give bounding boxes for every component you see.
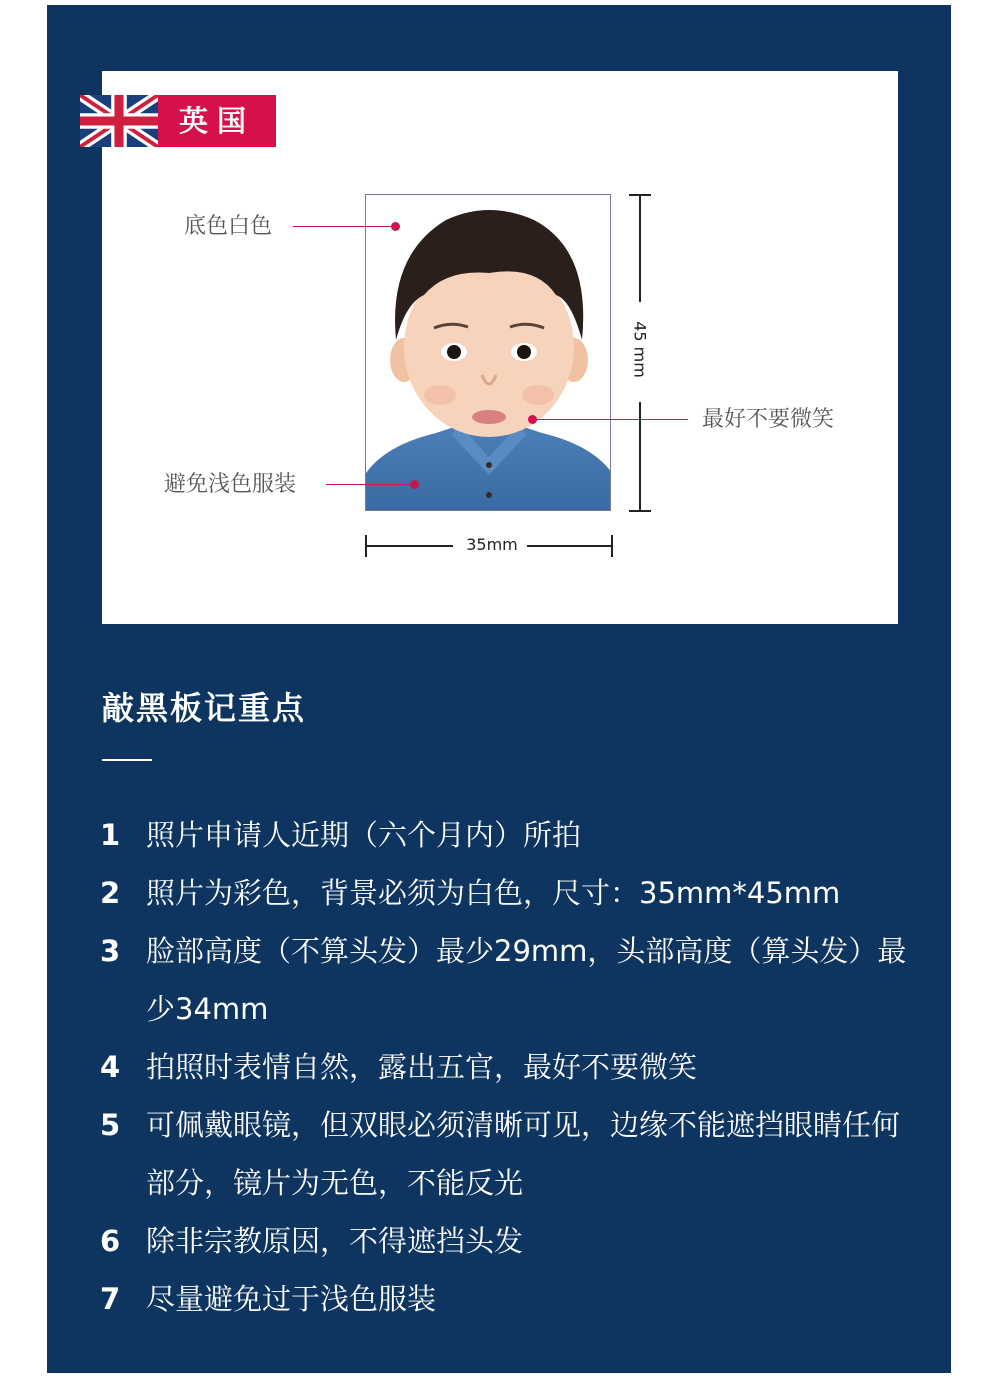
width-dimension-label: 35mm bbox=[466, 535, 518, 554]
item-text: 照片申请人近期（六个月内）所拍 bbox=[146, 818, 582, 852]
uk-flag-icon bbox=[80, 95, 158, 147]
item-number: 6 bbox=[100, 1224, 121, 1258]
item-text: 可佩戴眼镜，但双眼必须清晰可见，边缘不能遮挡眼睛任何部分，镜片为无色，不能反光 bbox=[146, 1108, 901, 1200]
child-portrait-image bbox=[366, 195, 611, 511]
annotation-background-leader bbox=[293, 226, 395, 227]
annotation-clothing-leader bbox=[326, 484, 416, 485]
item-text: 尽量避免过于浅色服装 bbox=[146, 1282, 437, 1316]
item-number: 5 bbox=[100, 1108, 121, 1142]
annotation-background-dot bbox=[391, 222, 400, 231]
item-number: 7 bbox=[100, 1282, 121, 1316]
country-label: 英国 bbox=[158, 95, 276, 147]
annotation-clothing-dot bbox=[410, 480, 419, 489]
item-number: 2 bbox=[100, 876, 121, 910]
height-dimension-line-lower bbox=[639, 402, 641, 510]
annotation-smile-dot bbox=[528, 415, 537, 424]
height-dimension-label: 45 mm bbox=[630, 321, 650, 378]
item-number: 1 bbox=[100, 818, 121, 852]
height-dimension-line-upper bbox=[639, 194, 641, 302]
list-item bbox=[100, 1212, 920, 1270]
list-item bbox=[100, 806, 920, 864]
item-number: 3 bbox=[100, 934, 121, 968]
list-item bbox=[100, 1038, 920, 1096]
list-item bbox=[100, 864, 920, 922]
sample-passport-photo bbox=[365, 194, 611, 511]
list-item bbox=[100, 1270, 920, 1328]
height-dimension-bottom-tick bbox=[629, 510, 651, 512]
width-dimension-right-tick bbox=[611, 535, 613, 557]
annotation-smile-leader bbox=[533, 419, 688, 420]
requirements-list bbox=[100, 806, 920, 1328]
section-title: 敲黑板记重点 bbox=[102, 689, 307, 727]
item-text: 除非宗教原因，不得遮挡头发 bbox=[146, 1224, 524, 1258]
item-text: 拍照时表情自然，露出五官，最好不要微笑 bbox=[146, 1050, 698, 1084]
width-dimension-line-left bbox=[365, 545, 453, 547]
annotation-clothing: 避免浅色服装 bbox=[164, 472, 297, 497]
list-item bbox=[100, 1096, 920, 1212]
annotation-background: 底色白色 bbox=[184, 214, 273, 239]
item-text: 脸部高度（不算头发）最少29mm，头部高度（算头发）最少34mm bbox=[146, 934, 907, 1026]
item-text: 照片为彩色，背景必须为白色，尺寸：35mm*45mm bbox=[146, 876, 841, 910]
list-item bbox=[100, 922, 920, 1038]
width-dimension-line-right bbox=[527, 545, 613, 547]
annotation-smile: 最好不要微笑 bbox=[702, 407, 835, 432]
title-underline bbox=[102, 759, 152, 761]
item-number: 4 bbox=[100, 1050, 121, 1084]
